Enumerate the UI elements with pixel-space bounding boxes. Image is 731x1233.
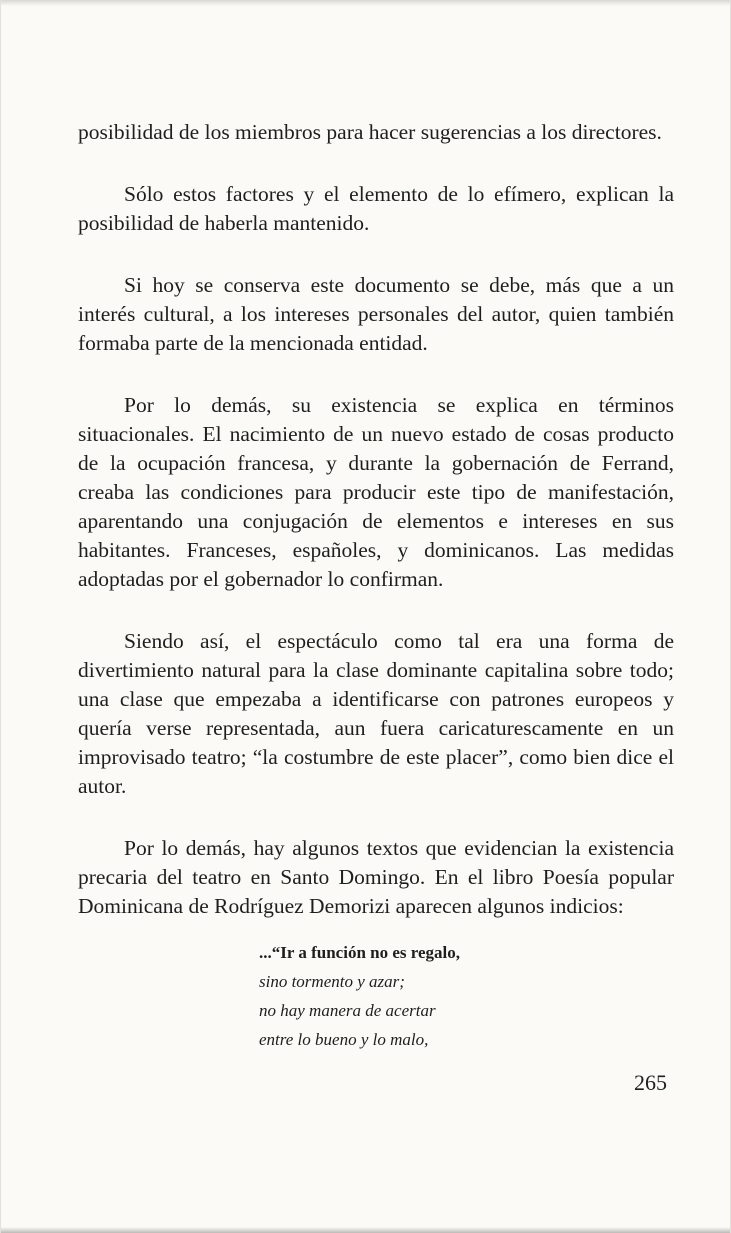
page-bottom-edge	[1, 1227, 731, 1233]
verse-quote	[259, 938, 639, 1054]
body-text	[78, 118, 674, 954]
verse-line-4: entre lo bueno y lo malo,	[259, 1030, 429, 1049]
paragraph-6: Por lo demás, hay algunos textos que evidencian la existencia precaria del teatro en Santo Domingo. En el libro Poesía popular Dominicana de Rodríguez Demorizi aparecen algunos indicios:	[78, 836, 674, 918]
paragraph-4: Por lo demás, su existencia se explica en términos situacionales. El nacimiento de un nuevo estado de cosas producto de la ocupación francesa, y durante la gobernación de Ferrand, creaba las condiciones para producir este tipo de manifestación, aparentando una conjugación de elementos e intereses en sus habitantes. Franceses, españoles, y dominicanos. Las medidas adoptadas por el gobernador lo confirman.	[78, 393, 674, 591]
paragraph-2: Sólo estos factores y el elemento de lo efímero, explican la posibilidad de haberla mantenido.	[78, 182, 674, 235]
paragraph-3: Si hoy se conserva este documento se debe, más que a un interés cultural, a los intereses personales del autor, quien también formaba parte de la mencionada entidad.	[78, 273, 674, 355]
paragraph-1: posibilidad de los miembros para hacer sugerencias a los directores.	[78, 120, 662, 144]
verse-line-3: no hay manera de acertar	[259, 1001, 436, 1020]
verse-line-2: sino tormento y azar;	[259, 972, 405, 991]
page-top-edge	[1, 0, 731, 6]
paragraph-5: Siendo así, el espectáculo como tal era una forma de divertimiento natural para la clase dominante capitalina sobre todo; una clase que empezaba a identificarse con patrones europeos y quería verse representada, aun fuera caricaturescamente en un improvisado teatro; “la costumbre de este placer”, como bien dice el autor.	[78, 629, 674, 798]
page-number: 265	[634, 1070, 667, 1095]
verse-line-1: ...“Ir a función no es regalo,	[259, 943, 461, 962]
